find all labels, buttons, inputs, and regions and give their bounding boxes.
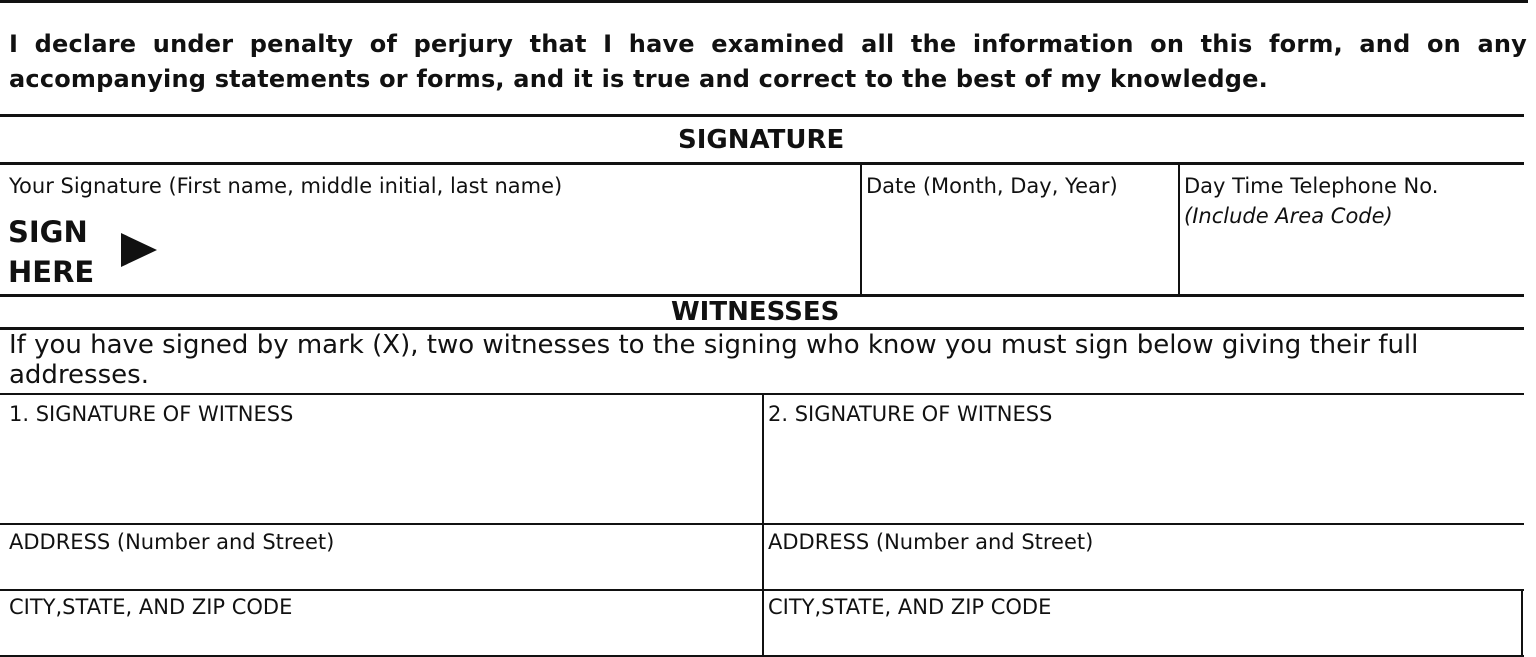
phone-label: Day Time Telephone No. <box>1184 174 1439 198</box>
sign-here-arrow-icon <box>121 233 157 267</box>
witness-2-city-label: CITY,STATE, AND ZIP CODE <box>768 595 1052 619</box>
signature-section-title: SIGNATURE <box>678 125 845 155</box>
witnesses-section-title: WITNESSES <box>671 297 840 327</box>
witness-table-right-border <box>1521 591 1523 657</box>
witnesses-instructions: If you have signed by mark (X), two witnesses to the signing who know you must sign below giving their full addresses. <box>9 330 1419 390</box>
witness-address-row-bottom-rule <box>0 589 1524 591</box>
witness-1-signature-label: 1. SIGNATURE OF WITNESS <box>9 402 294 426</box>
declaration-text: I declare under penalty of perjury that I have examined all the information on this form, and on any accompanying statements or forms, and it is true and correct to the best of my knowledge. <box>9 30 1527 93</box>
your-signature-label: Your Signature (First name, middle initial, last name) <box>9 174 563 198</box>
signature-section-top-rule <box>0 114 1524 117</box>
date-label: Date (Month, Day, Year) <box>866 174 1118 198</box>
top-border <box>0 0 1528 3</box>
witness-2-address-label: ADDRESS (Number and Street) <box>768 530 1094 554</box>
phone-note: (Include Area Code) <box>1184 204 1393 228</box>
witness-1-address-label: ADDRESS (Number and Street) <box>9 530 335 554</box>
witness-2-signature-label: 2. SIGNATURE OF WITNESS <box>768 402 1053 426</box>
here-label: HERE <box>8 255 95 289</box>
witness-signature-row-bottom-rule <box>0 523 1524 525</box>
sign-label: SIGN <box>8 215 88 249</box>
witness-1-city-label: CITY,STATE, AND ZIP CODE <box>9 595 293 619</box>
